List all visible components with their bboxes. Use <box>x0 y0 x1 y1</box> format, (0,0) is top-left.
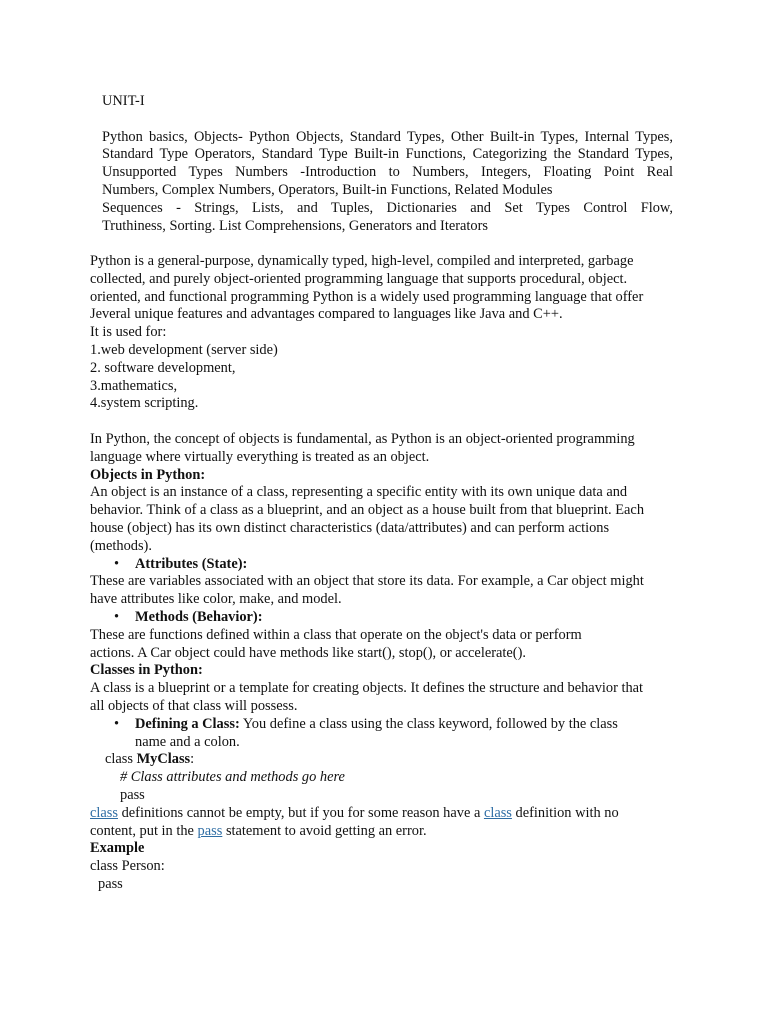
attributes-line: have attributes like color, make, and model. <box>90 591 342 608</box>
unit-title: UNIT-I <box>102 93 145 109</box>
syllabus-line: Unsupported Types Numbers -Introduction to Numbers, Integers, Floating Point Real <box>102 164 673 181</box>
syllabus-line: Numbers, Complex Numbers, Operators, Built-in Functions, Related Modules <box>102 181 553 198</box>
methods-line: actions. A Car object could have methods like start(), stop(), or accelerate(). <box>90 644 526 661</box>
intro-line: Python is a general-purpose, dynamically typed, high-level, compiled and interpreted, garbage <box>90 253 634 269</box>
used-for-list <box>90 324 680 413</box>
intro-line: oriented, and functional programming Python is a widely used programming language that offer <box>90 288 644 305</box>
attributes-paragraph <box>90 573 680 609</box>
example-heading: Example <box>90 840 145 857</box>
objects-line: An object is an instance of a class, representing a specific entity with its own unique data and <box>90 484 628 501</box>
classes-heading: Classes in Python: <box>90 662 203 679</box>
attributes-label: Attributes (State): <box>135 555 248 572</box>
code-colon: : <box>190 751 195 768</box>
code-keyword: class <box>105 751 133 768</box>
objects-intro-line: language where virtually everything is treated as an object. <box>90 448 430 465</box>
note-line <box>90 805 680 823</box>
paragraph-gap <box>90 413 680 431</box>
used-for-item: 3.mathematics, <box>90 377 178 394</box>
objects-intro-line: In Python, the concept of objects is fundamental, as Python is an object-oriented programming <box>90 430 635 447</box>
objects-line: behavior. Think of a class as a blueprint, and an object as a house built from that blueprint. Each <box>90 502 645 519</box>
note-text: content, put in the <box>90 822 194 839</box>
attributes-line: These are variables associated with an object that store its data. For example, a Car object might <box>90 573 644 590</box>
methods-line: These are functions defined within a class that operate on the object's data or perform <box>90 626 582 643</box>
used-for-item: 1.web development (server side) <box>90 341 278 358</box>
defining-class-text: You define a class using the class keyword, followed by the class <box>242 715 618 732</box>
defining-class-label: Defining a Class: <box>135 715 240 732</box>
code-class-line <box>90 751 680 769</box>
classes-line: all objects of that class will possess. <box>90 697 298 714</box>
note-text: statement to avoid getting an error. <box>225 822 427 839</box>
pass-keyword-link[interactable]: pass <box>197 822 223 839</box>
example-code-line: pass <box>98 875 123 892</box>
syllabus-line: Python basics, Objects- Python Objects, Standard Types, Other Built-in Types, Internal Types, <box>102 128 673 145</box>
defining-class-bullet-item <box>90 716 680 734</box>
syllabus-paragraph <box>102 129 673 236</box>
used-for-item: 4.system scripting. <box>90 395 199 412</box>
class-keyword-link[interactable]: class <box>90 804 118 821</box>
example-code-line: class Person: <box>90 858 165 875</box>
document-body <box>90 253 680 894</box>
objects-line: (methods). <box>90 537 152 554</box>
intro-line: collected, and purely object-oriented programming language that supports procedural, object. <box>90 270 628 287</box>
code-pass: pass <box>120 786 145 803</box>
defining-class-continuation: name and a colon. <box>135 733 240 750</box>
methods-bullet-item <box>90 609 680 627</box>
intro-paragraph <box>90 253 680 324</box>
note-paragraph <box>90 805 680 841</box>
note-text: definitions cannot be empty, but if you for some reason have a <box>121 804 481 821</box>
objects-heading: Objects in Python: <box>90 466 206 483</box>
attributes-bullet-item <box>90 556 680 574</box>
bullet-icon: • <box>114 555 120 572</box>
bullet-icon: • <box>114 608 120 625</box>
objects-paragraph <box>90 484 680 555</box>
bullet-icon: • <box>114 715 120 732</box>
code-class-name: MyClass <box>136 751 191 768</box>
syllabus-line: Truthiness, Sorting. List Comprehensions, Generators and Iterators <box>102 217 488 234</box>
note-line <box>90 823 680 841</box>
objects-intro-paragraph <box>90 431 680 467</box>
objects-line: house (object) has its own distinct characteristics (data/attributes) and can perform actions <box>90 519 610 536</box>
classes-line: A class is a blueprint or a template for creating objects. It defines the structure and behavior that <box>90 680 644 697</box>
methods-paragraph <box>90 627 680 663</box>
intro-line: Jeveral unique features and advantages compared to languages like Java and C++. <box>90 306 563 323</box>
code-comment: # Class attributes and methods go here <box>120 769 345 786</box>
class-keyword-link[interactable]: class <box>483 804 512 821</box>
note-text: definition with no <box>515 804 619 821</box>
used-for-item: 2. software development, <box>90 359 236 376</box>
syllabus-line: Standard Type Operators, Standard Type Built-in Functions, Categorizing the Standard Types, <box>102 146 673 163</box>
unit-header-block <box>102 93 673 235</box>
syllabus-line: Sequences - Strings, Lists, and Tuples, Dictionaries and Set Types Control Flow, <box>102 199 673 216</box>
classes-paragraph <box>90 680 680 716</box>
methods-label: Methods (Behavior): <box>135 608 263 625</box>
used-for-lead: It is used for: <box>90 324 167 341</box>
code-sample <box>90 751 680 804</box>
